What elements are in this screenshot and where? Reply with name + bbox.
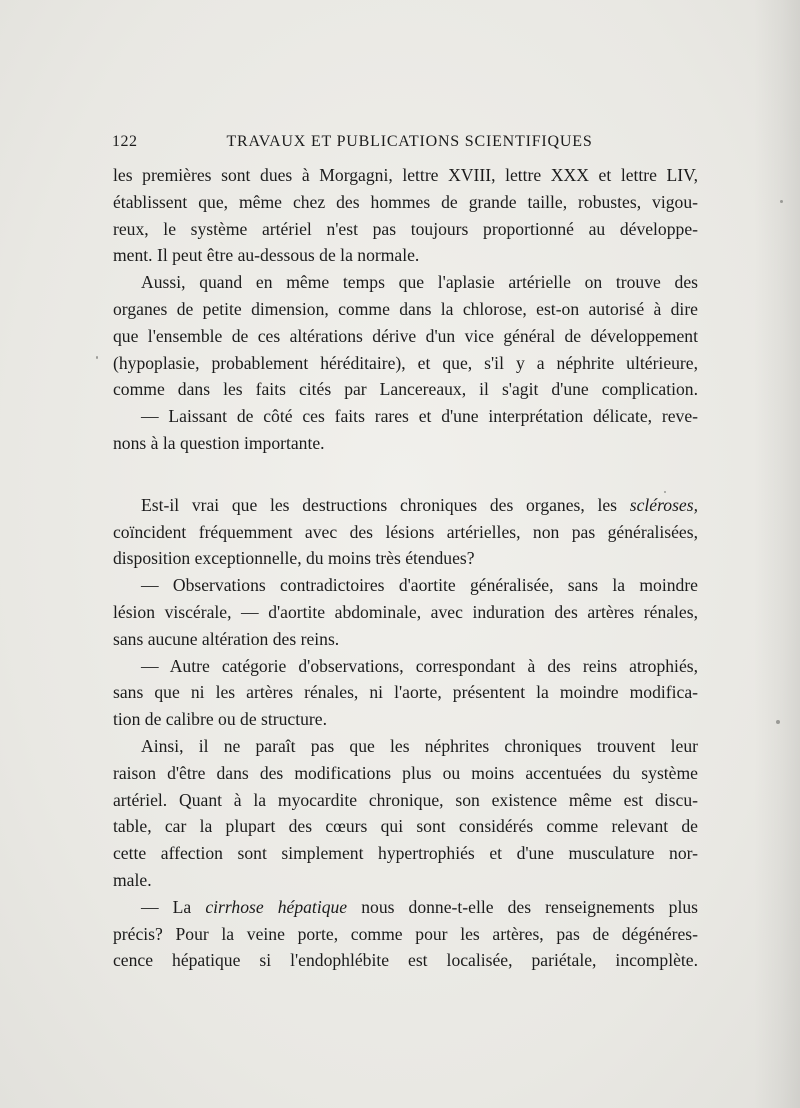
text-line: table, car la plupart des cœurs qui sont considérés comme relevant de bbox=[113, 816, 698, 837]
body-text bbox=[113, 162, 698, 974]
text-line-with-italic bbox=[113, 492, 698, 519]
paper-speck bbox=[664, 491, 666, 493]
text-line: nons à la question importante. bbox=[113, 432, 325, 453]
text-segment: nous donne-t-elle des renseignements plus bbox=[361, 896, 698, 917]
text-line: cette affection sont simplement hypertrophiés et d'une musculature nor- bbox=[113, 843, 698, 864]
paper-speck bbox=[776, 720, 780, 724]
text-line: comme dans les faits cités par Lancereaux, il s'agit d'une complication. bbox=[113, 379, 698, 400]
section-gap bbox=[113, 457, 698, 492]
text-line: male. bbox=[113, 869, 152, 890]
text-line: disposition exceptionnelle, du moins très étendues? bbox=[113, 548, 475, 569]
text-line: raison d'être dans des modifications plus ou moins accentuées du système bbox=[113, 762, 698, 783]
text-line: organes de petite dimension, comme dans la chlorose, est-on autorisé à dire bbox=[113, 298, 698, 319]
page-number: 122 bbox=[112, 133, 138, 150]
text-line: lésion viscérale, — d'aortite abdominale, avec induration des artères rénales, bbox=[113, 601, 698, 622]
paper-speck bbox=[780, 200, 783, 203]
text-line: les premières sont dues à Morgagni, lettre XVIII, lettre XXX et lettre LIV, bbox=[113, 165, 698, 185]
text-line: sans aucune altération des reins. bbox=[113, 628, 340, 649]
text-line: Aussi, quand en même temps que l'aplasie artérielle on trouve des bbox=[141, 272, 698, 293]
text-line: — Laissant de côté ces faits rares et d'une interprétation délicate, reve- bbox=[141, 406, 698, 427]
text-line: (hypoplasie, probablement héréditaire), et que, s'il y a néphrite ultérieure, bbox=[113, 352, 698, 373]
page-gutter-shadow bbox=[754, 0, 800, 1108]
text-line: précis? Pour la veine porte, comme pour les artères, pas de dégénéres- bbox=[113, 923, 698, 944]
text-line: artériel. Quant à la myocardite chronique, son existence même est discu- bbox=[113, 789, 698, 810]
page-header bbox=[112, 133, 697, 155]
text-line: — Autre catégorie d'observations, correspondant à des reins atrophiés, bbox=[141, 655, 698, 676]
text-line: que l'ensemble de ces altérations dérive d'un vice général de développement bbox=[113, 325, 698, 346]
paper-speck bbox=[96, 356, 98, 359]
text-line: sans que ni les artères rénales, ni l'aorte, présentent la moindre modifica- bbox=[113, 682, 698, 703]
text-line: — Observations contradictoires d'aortite généralisée, sans la moindre bbox=[141, 575, 698, 596]
text-segment: Est-il vrai que les destructions chroniques des organes, les bbox=[141, 494, 618, 515]
text-line: ment. Il peut être au-dessous de la normale. bbox=[113, 245, 420, 266]
text-line: établissent que, même chez des hommes de grande taille, robustes, vigou- bbox=[113, 191, 698, 212]
text-line: reux, le système artériel n'est pas toujours proportionné au développe- bbox=[113, 218, 698, 239]
italic-term: cirrhose hépatique bbox=[205, 896, 348, 917]
text-line: Ainsi, il ne paraît pas que les néphrites chroniques trouvent leur bbox=[141, 735, 698, 756]
text-line: tion de calibre ou de structure. bbox=[113, 709, 327, 730]
text-line-with-italic bbox=[113, 894, 698, 921]
italic-term: scléroses, bbox=[629, 494, 698, 515]
text-segment: — La bbox=[141, 896, 192, 917]
text-line: coïncident fréquemment avec des lésions artérielles, non pas généralisées, bbox=[113, 521, 698, 542]
text-line: cence hépatique si l'endophlébite est localisée, pariétale, incomplète. bbox=[113, 950, 698, 971]
running-head: TRAVAUX ET PUBLICATIONS SCIENTIFIQUES bbox=[226, 133, 593, 150]
